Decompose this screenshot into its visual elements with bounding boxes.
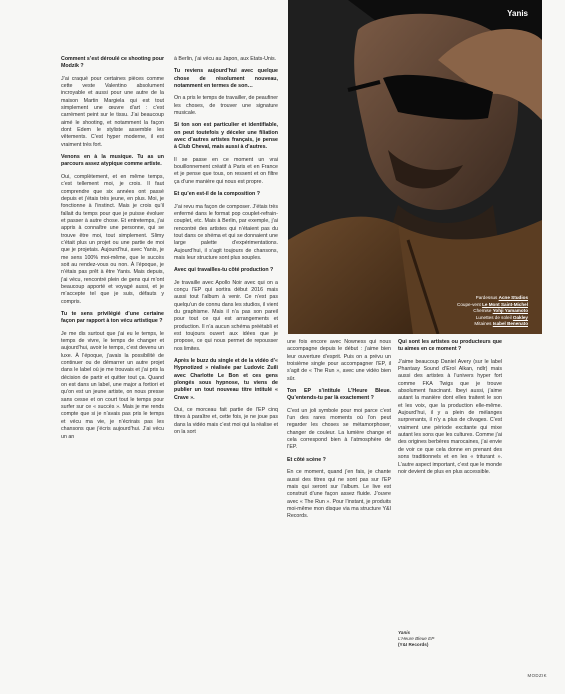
magazine-footer: MODZIK [527, 673, 547, 678]
interview-answer: à Berlin, j’ai vécu au Japon, aux États-Unis. [174, 56, 277, 62]
credit-line [457, 321, 528, 328]
interview-answer: J’aime beaucoup Daniel Avery (sur le label Phantasy Sound d’Erol Alkan, ndlr) mais aussi des artistes à l’univers hyper fort comme FKA Twigs que je trouve absolument fascinant. Ibeyi aussi, j’aime autant la manière dont elles traitent le son et les voix, que la production elle-même. Aujourd’hui, il y a plein de mélanges surprenants, il n’y a plus de clivages. C’est vraiment une période excitante qui mixe autant les sons que les cultures. Comme j’ai des origines berbères marocaines, j’ai envie de voir ce que cela donne en prenant des sons traditionnels et en les « triturant ». L’autre aspect important, c’est que le monde noir devient de plus en plus accessible. [398, 358, 502, 475]
interview-answer: C’est un joli symbole pour moi parce c’est l’un des rares moments où l’on peut regarder les choses se métamorphoser, changer de couleur. La lumière change et cela correspond bien à l’atmosphère de l’EP. [287, 407, 391, 451]
credit-line [457, 295, 528, 302]
credit-brand: Yohji Yamamoto [492, 308, 528, 314]
interview-question: Venons en à la musique. Tu as un parcours assez atypique comme artiste. [61, 154, 164, 168]
credit-line [457, 315, 528, 322]
interview-answer: J’ai revu ma façon de composer. J’étais très enfermé dans le format pop couplet-refrain-couplet, etc. Mais à Berlin, par exemple, j’ai rencontré des artistes qui n’étaient pas du tout dans ce shéma et qui se donnaient une large palette d’expérimentations. Aujourd’hui, il s’agit toujours de chansons, mais leur structure sont plus souples. [174, 203, 278, 261]
interview-question: Tu te sens privilégié d’une certaine façon par rapport à ton vécu artistique ? [61, 311, 164, 325]
credit-brand: Acne Studios [498, 295, 528, 300]
credit-item-label: Pardessus [475, 295, 498, 300]
interview-question: Avec qui travailles-tu côté production ? [174, 267, 274, 274]
interview-question: Comment s’est déroulé ce shooting pour Modzik ? [61, 56, 164, 70]
credit-brand: Isabel Benenato [492, 321, 528, 327]
caption-ep-title: L’Heure Bleue EP [398, 636, 435, 641]
interview-answer: J’ai craqué pour certaines pièces comme cette veste Valentino absolument incroyable et aussi pour une autre de la maison Martin Margiela qui est tout simplement une œuvre d’art : c’est carrément peint sur le tissu. J’ai beaucoup aimé le shooting, et notamment la façon dont Edem le styliste assemble les vêtements. C’est hyper moderne, il est vraiment très fort. [61, 75, 164, 148]
interview-question: Ton EP s’intitule L’Heure Bleue. Qu’entends-tu par là exactement ? [287, 388, 391, 402]
credit-item-label: Coupe-vent [457, 301, 481, 307]
article-column-1 [61, 56, 164, 641]
credit-brand: Le Mont Saint-Michel [482, 301, 528, 307]
wardrobe-credits [457, 295, 528, 328]
subject-name: Yanis [507, 9, 528, 18]
portrait-illustration [288, 0, 542, 334]
caption-record-label: (Y&I Records) [398, 642, 429, 647]
interview-answer: En ce moment, quand j’en fais, je chante aussi des titres qui ne sont pas sur l’EP mais qui seront sur l’album. Le live est construit d’une façon assez fluide. J’ouvre avec « The Run ». Pour l’instant, je produits moi-même mon disque via ma structure Y&I Records. [287, 469, 391, 520]
interview-question: Après le buzz du single et de la vidéo d’« Hypnotized » réalisée par Ludovic Zuili avec Charlotte Le Bon et ces gens plongés sous hypnose, tu viens de publier un tout nouveau titre intitulé « Crave ». [174, 358, 278, 401]
article-column-3 [287, 339, 391, 639]
release-caption [398, 630, 508, 648]
credit-line [457, 302, 528, 309]
credit-brand: Oakley [512, 314, 528, 320]
interview-question: Et qu’en est-il de la composition ? [174, 191, 260, 198]
interview-question: Qui sont les artistes ou producteurs que tu aimes en ce moment ? [398, 339, 502, 353]
credit-item-label: Mitaines [474, 321, 492, 327]
interview-question: Si ton son est particulier et identifiable, on peut toutefois y déceler une filiation avec d’autres artistes français, je pense à Club Cheval, mais aussi à d’autres. [174, 122, 278, 151]
portrait-photo [288, 0, 542, 334]
interview-answer: On a pris le temps de travailler, de peaufiner les choses, de trouver une signature musicale. [174, 95, 278, 117]
interview-answer: Oui, complètement, et en même temps, c’est tellement moi, je crois. Il faut comprendre que six années ont passé depuis et j’étais très jeune, en plus. Moi, je fonctionne à l’instinct. Mais je crois qu’il fallait du temps pour que je puisse évoluer et passer à autre chose. Et entretemps, j’ai appris à connaître une personne, qui se trouve être moi, tout simplement. Slimy c’était plus un projet ou une partie de moi que je projetais. Aujourd’hui, avec Yanis, je me sens 100% moi-même, que le succès soit au rendez-vous ou non. À l’époque, je n’étais pas prêt à être Yanis. Mais depuis, j’ai vécu, rencontré plein de gens qui m’ont beaucoup apporté et voyagé aussi, et je m’accepte tel que je suis, défauts y compris. [61, 173, 164, 305]
credit-line [457, 308, 528, 315]
interview-answer: Je travaille avec Apollo Noir avec qui on a conçu l’EP qui sortira début 2016 mais aussi tout l’album à venir. Ce n’est pas quelqu’un de connu dans les studios, il vient du graphisme. Mais il n’a pas son pareil pour tout ce qui est arrangements et production. Il n’a aucun schéma préétabli et est toujours ouvert aux idées que je propose, ce qui nous permet de repousser nos limites. [174, 279, 278, 352]
interview-answer: Il se passe en ce moment un vrai bouillonnement créatif à Paris et en France et je pense que tous, on ressent et on filtre ça d’une manière qui nous est propre. [174, 156, 278, 185]
credit-item-label: Chemise [473, 308, 492, 314]
article-column-4 [398, 339, 502, 639]
interview-answer: une fois encore avec Nowness qui nous accompagne depuis le début : j’aime bien leur ouverture d’esprit. Puis on a prévu un troisième single pour accompagner l’EP, il s’agit de « The Run », avec une vidéo bien sûr. [287, 339, 391, 382]
article-column-2 [174, 56, 278, 641]
interview-question: Tu reviens aujourd’hui avec quelque chose de résolument nouveau, notamment en termes de son… [174, 68, 278, 90]
interview-answer: Je me dis surtout que j’ai eu le temps, le temps de vivre, le temps de changer et aujourd’hui, avoir le temps, c’est devenu un luxe. À l’époque, j’avais la possibilité de continuer ou de démarrer un autre projet dans le label où je me trouvais et j’ai pris la décision de partir et quitter tout ça. Quand on est dans un label, une major a fortiori et qu’on est un jeune artiste, on nous presse sans cesse et on court tout le temps pour surfer sur ce « succès ». Mais je me rends compte que si je n’avais pas pris le temps et vécu ma vie, je n’écrirais pas les chansons que j’écris aujourd’hui. J’ai vécu un an [61, 330, 164, 440]
caption-artist: Yanis [398, 630, 411, 635]
interview-question: Et côté scène ? [287, 456, 326, 463]
interview-answer: Oui, ce morceau fait partie de l’EP cinq titres à paraître et, cette fois, je ne joue pas dans la vidéo mais c’est moi qui la réalise et on la sort [174, 407, 278, 436]
credit-item-label: Lunettes de soleil [475, 314, 512, 320]
